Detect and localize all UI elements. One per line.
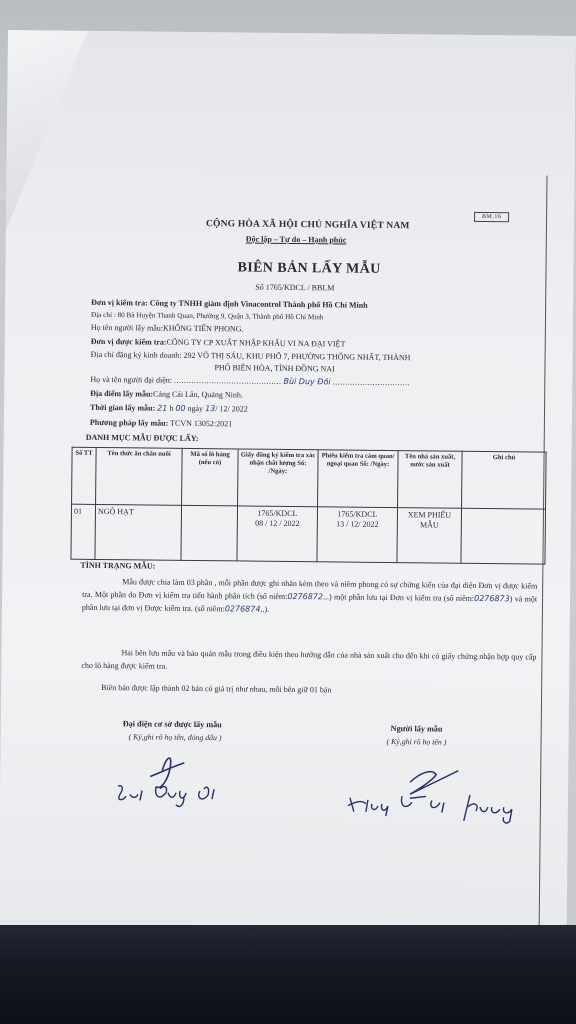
cell-check-form — [317, 507, 398, 563]
left-signature-drawing — [110, 746, 251, 817]
seal-number-1: 0276872 — [287, 591, 324, 602]
sampling-place-value: Cảng Cái Lân, Quảng Ninh. — [153, 389, 243, 400]
inspected-unit-address-1: Địa chỉ đăng ký kinh doanh: 292 VÕ THỊ SÁU, KHU PHỐ 7, PHƯỜNG THỐNG NHẤT, THÀNH — [90, 349, 411, 363]
right-signer-name — [360, 794, 368, 795]
left-signature-title: Đại diện cơ sở được lấy mẫu — [122, 719, 222, 730]
sampling-place-line — [90, 389, 243, 400]
sampler-line — [91, 323, 244, 334]
folded-paper-corner — [6, 30, 88, 231]
check-form-date: 13 / 12/ 2022 — [336, 519, 379, 529]
cell-registration — [237, 506, 318, 562]
sampling-day: 13 — [205, 404, 216, 414]
col-header-lot: Mã số lô hàng (nếu có) — [182, 448, 239, 506]
col-header-manufacturer: Tên nhà sản xuất, nước sản xuất — [398, 451, 463, 509]
inspection-unit-line — [91, 298, 368, 310]
inspected-unit-address-2: PHỐ BIÊN HÒA, TỈNH ĐỒNG NAI — [214, 363, 335, 374]
background-dark-surface — [0, 925, 576, 1024]
left-signer-name — [120, 786, 125, 787]
cell-lot — [181, 505, 238, 561]
status-text-b: ...) một phần lưu tại Đơn vị kiểm tra (số niêm: — [322, 592, 475, 603]
sampling-day-label: ngày — [187, 403, 204, 414]
sampling-hour: 21 — [157, 403, 168, 413]
col-header-name: Tên thức ăn chăn nuôi — [96, 447, 183, 505]
right-signature-subtitle: ( Ký,ghi rõ họ tên ) — [386, 737, 447, 747]
number-suffix: / BBLM — [307, 283, 335, 293]
sampling-time-line — [90, 403, 248, 414]
left-signature-subtitle: ( Ký,ghi rõ họ tên, đóng dấu ) — [128, 732, 222, 743]
col-header-stt: Số TT — [72, 447, 97, 504]
representative-line — [90, 375, 410, 387]
right-signature-drawing — [340, 754, 541, 826]
table-header-row — [72, 447, 547, 509]
national-motto: Độc lập – Tự do – Hạnh phúc — [245, 234, 347, 245]
representative-dots: ........................................... — [173, 375, 282, 386]
seal-number-3: 0276874 — [224, 603, 261, 614]
copies-statement: Biên bản được lập thành 02 bản có giá trị như nhau, mỗi bên giữ 01 bản — [101, 683, 332, 695]
cell-stt: 01 — [71, 504, 96, 559]
document-number — [255, 283, 334, 293]
col-header-note: Ghi chú — [462, 451, 547, 509]
sample-status-heading: TÌNH TRẠNG MẪU: — [80, 560, 156, 571]
cell-name: NGÔ HẠT — [95, 504, 182, 560]
inspected-unit-value: CÔNG TY CP XUẤT NHẬP KHẨU VI NA ĐẠI VIỆT — [166, 337, 346, 349]
number-label: Số — [255, 282, 264, 292]
inspection-unit-label: Đơn vị kiểm tra: — [91, 297, 148, 308]
form-code-box: BM.16 — [474, 212, 509, 222]
col-header-registration: Giấy đăng ký kiểm tra xác nhận chất lượng Số: /Ngày: — [238, 449, 319, 507]
check-form-number: 1765/KDCL — [337, 509, 378, 519]
number-value: 1765/KDCL — [265, 282, 306, 293]
sampling-minute: 00 — [175, 403, 186, 413]
registration-number: 1765/KDCL — [257, 508, 298, 519]
status-text-a: Mẫu được chia làm 03 phần , mỗi phần được ghi nhãn kèm theo và niêm phong có sự chứng kiến của đại diện Đơn vị được kiểm tra. Một phần do Đơn vị kiểm tra tiến hành phân tích (số niêm: — [82, 577, 538, 601]
sample-status-paragraph-2: Hai bên lưu mẫu và bảo quản mẫu trong điều kiện theo hướng dẫn của nhà sản xuất cho đến khi có giấy chứng nhận hợp quy cấp cho lô hàng được kiểm tra. — [81, 648, 537, 671]
status-text-d: ..). — [260, 604, 270, 614]
table-row — [71, 504, 546, 564]
sampling-place-label: Địa điểm lấy mẫu: — [90, 388, 154, 399]
representative-dots-end: ............................... — [332, 377, 411, 388]
inspected-unit-line — [91, 337, 346, 349]
sample-table — [70, 447, 546, 565]
sampler-label: Họ tên người lấy mẫu: — [90, 322, 164, 333]
national-title: CỘNG HÒA XÃ HỘI CHỦ NGHĨA VIỆT NAM — [205, 219, 410, 232]
sampling-month-year: / 12/ 2022 — [215, 404, 248, 414]
cell-note — [461, 508, 546, 564]
document-title: BIÊN BẢN LẤY MẪU — [237, 260, 381, 277]
inspection-unit-address: Địa chỉ : 80 Bà Huyện Thanh Quan, Phường 9, Quận 3, Thành phố Hồ Chí Minh — [90, 310, 324, 322]
right-signature-title: Người lấy mẫu — [390, 724, 443, 734]
sampling-time-label: Thời gian lấy mẫu: — [90, 402, 156, 413]
sampler-value: KHỔNG TIẾN PHONG. — [162, 323, 244, 334]
col-header-check-form: Phiếu kiểm tra cảm quan/ ngoại quan Số: /Ngày: — [318, 450, 399, 508]
sample-status-paragraph-1 — [82, 576, 537, 619]
document-sheet — [0, 30, 576, 936]
representative-handwritten-name: Bùi Duy Đôi — [283, 376, 331, 387]
sampling-method-label: Phương pháp lấy mẫu: — [89, 417, 169, 428]
cell-manufacturer: XEM PHIẾU MẪU — [397, 508, 462, 564]
inspection-unit-value: Công ty TNHH giám định Vinacontrol Thành phố Hồ Chí Minh — [149, 298, 368, 310]
sampling-method-value: TCVN 13052:2021 — [170, 418, 233, 429]
sample-list-heading: DANH MỤC MẪU ĐƯỢC LẤY: — [85, 432, 199, 444]
sampling-h: h — [169, 403, 174, 413]
representative-label: Họ và tên người đại diện: — [90, 374, 173, 385]
registration-date: 08 / 12 / 2022 — [255, 518, 300, 528]
seal-number-2: 0276873 — [474, 593, 510, 604]
inspected-unit-label: Đơn vị được kiểm tra: — [90, 336, 167, 347]
status-text-c: ) và một phần lưu tại đơn vị Được kiểm tra. (số niêm: — [81, 594, 538, 613]
sampling-method-line — [90, 418, 232, 428]
